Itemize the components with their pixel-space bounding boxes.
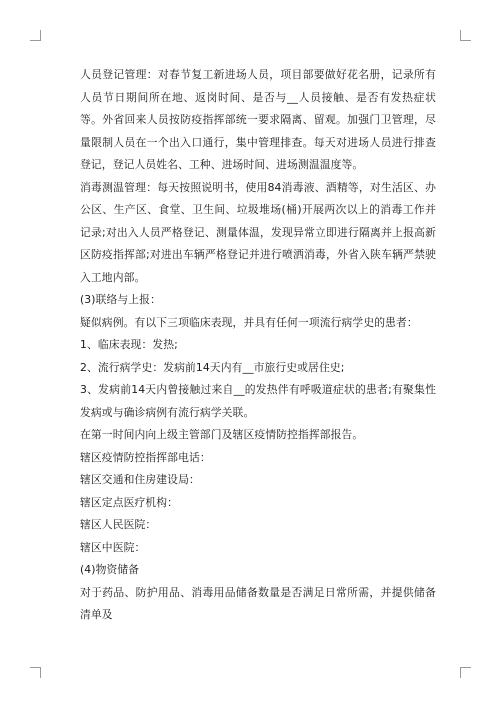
corner-mark-bottom-left [30, 667, 41, 678]
corner-mark-bottom-right [460, 667, 471, 678]
heading-liaison-reporting: (3)联络与上报： [80, 293, 161, 306]
line-peoples-hospital: 辖区人民医院： [80, 518, 157, 531]
line-tcm-hospital: 辖区中医院： [80, 540, 146, 554]
paragraph-supplies: 对于药品、防护用品、消毒用品储备数量是否满足日常所需，并提供储备清单及 [80, 585, 436, 621]
corner-mark-top-left [30, 30, 41, 41]
line-designated-medical: 辖区定点医疗机构： [80, 495, 179, 509]
paragraph-personnel-registration: 人员登记管理：对春节复工新进场人员，项目部要做好花名册，记录所有人员节日期间所在地、返岗时间、是否与__人员接触、是否有发热症状等。外省回来人员按防疫指挥部统一要求隔离、留观。加强门卫管理，尽量限制人员在一个出入口通行，集中管理排查。每天对进场人员进行排查登记，登记人员姓名、工种、进场时间、进场测温温度等。 [80, 68, 436, 171]
list-item-clinical: 1、临床表现：发热; [80, 338, 178, 351]
line-transport-bureau: 辖区交通和住房建设局： [80, 473, 200, 486]
list-item-epidemiology: 2、流行病学史：发病前14天内有__市旅行史或居住史; [80, 360, 345, 374]
paragraph-suspected-case: 疑似病例。有以下三项临床表现，并具有任何一项流行病学史的患者： [80, 315, 418, 329]
line-command-phone: 辖区疫情防控指挥部电话： [80, 450, 211, 464]
paragraph-disinfection-temperature: 消毒测温管理：每天按照说明书，使用84消毒液、酒精等，对生活区、办公区、生产区、食堂、卫生间、垃圾堆场(桶)开展两次以上的消毒工作并记录;对出入人员严格登记、测量体温，发现异常立即进行隔离并上报高新区防疫指挥部;对进出车辆严格登记并进行喷洒消毒，外省入陕车辆严禁驶入工地内部。 [80, 180, 436, 284]
heading-supplies-reserve: (4)物资储备 [80, 563, 140, 576]
corner-mark-top-right [460, 30, 471, 41]
document-body [80, 64, 436, 627]
paragraph-report-first-time: 在第一时间内向上级主管部门及辖区疫情防控指挥部报告。 [80, 428, 364, 441]
list-item-contact: 3、发病前14天内曾接触过来自__的发热伴有呼吸道症状的患者;有聚集性发病或与确诊病例有流行病学关联。 [80, 383, 436, 419]
